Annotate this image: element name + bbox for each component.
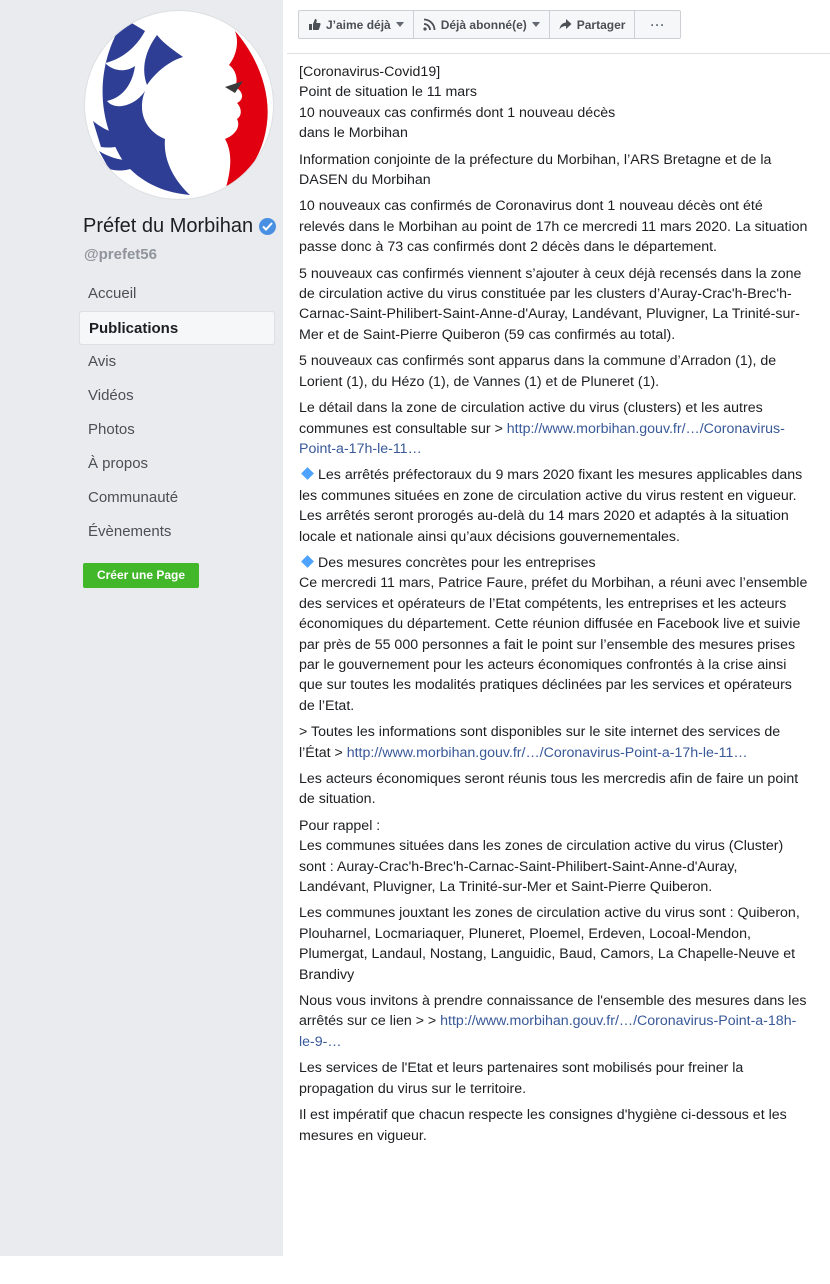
verified-badge-icon [259,218,276,235]
post-paragraph [299,816,809,898]
nav-item-accueil[interactable]: Accueil [88,285,137,302]
post-content [299,62,809,1152]
post-paragraph [299,553,809,716]
post-text: Ce mercredi 11 mars, Patrice Faure, préfet du Morbihan, a réuni avec l’ensemble des services et opérateurs de l’Etat compétents, les entreprises et les acteurs économiques du département. Cette réunion diffusée en Facebook live et suivie par près de 55 000 personnes a fait le point sur l’ensemble des mesures prises par le gouvernement pour les acteurs économiques confrontés à la crise ainsi que sur toutes les modalités pratiques déclinées par les services et opérateurs de l’Etat. [299,575,808,714]
nav-item-publications[interactable]: Publications [79,311,275,345]
left-sidebar [0,0,283,1256]
more-icon: ··· [650,17,666,32]
post-paragraph: Les acteurs économiques seront réunis tous les mercredis afin de faire un point de situation. [299,771,799,808]
post-paragraph [299,62,809,144]
morbihan-link[interactable]: http://www.morbihan.gouv.fr/…/Coronavirus-Point-a-17h-le-11… [346,744,748,761]
chevron-down-icon [396,22,404,27]
subscribe-button[interactable] [413,10,550,39]
chevron-down-icon [532,22,540,27]
morbihan-link[interactable]: http://www.morbihan.gouv.fr/…/Coronavirus-Point-a-17h-le-11… [299,420,785,457]
divider [287,53,830,54]
post-paragraph [299,991,809,1052]
post-paragraph: 10 nouveaux cas confirmés de Coronavirus dont 1 nouveau décès ont été relevés dans le Morbihan au point de 17h ce mercredi 11 mars 2020. La situation passe donc à 73 cas confirmés dont 2 décès dans le département. [299,198,808,256]
morbihan-link[interactable]: http://www.morbihan.gouv.fr/…/Coronavirus-Point-a-18h-le-9-… [299,1013,797,1050]
post-text: Les communes situées dans les zones de circulation active du virus (Cluster) sont : Auray-Crac'h-Brec'h-Carnac-Saint-Philibert-Saint-Anne-d'Auray, Landévant, Pluvigner, La Trinité-sur-Mer et Saint-Pierre Quiberon. [299,838,784,896]
nav-item-evenements[interactable]: Évènements [88,523,172,540]
share-arrow-icon [559,18,572,31]
nav-item-communaute[interactable]: Communauté [88,489,179,506]
post-line: 10 nouveaux cas confirmés dont 1 nouveau décès [299,104,616,121]
page-handle[interactable]: @prefet56 [84,246,157,263]
post-line: Point de situation le 11 mars [299,84,477,101]
post-text: Le détail dans la zone de circulation active du virus (clusters) et les autres communes est consultable sur > [299,400,763,437]
post-text: Nous vous invitons à prendre connaissance de l'ensemble des mesures dans les arrêtés sur ce lien > > [299,993,807,1030]
post-text: Pour rappel : [299,817,381,834]
blue-diamond-icon [301,467,314,480]
page-name-text[interactable]: Préfet du Morbihan [83,215,254,237]
nav-item-avis[interactable]: Avis [88,353,117,370]
rss-icon [423,18,436,31]
page-action-bar [298,10,680,40]
post-paragraph [299,398,809,459]
more-options-button[interactable] [634,10,681,39]
nav-item-a-propos[interactable]: À propos [88,455,149,472]
like-button-label: J’aime déjà [326,17,391,32]
post-paragraph: 5 nouveaux cas confirmés sont apparus dans la commune d’Arradon (1), de Lorient (1), du Hézo (1), de Vannes (1) et de Pluneret (1). [299,353,777,390]
thumbs-up-icon [308,18,321,31]
create-page-button[interactable]: Créer une Page [83,563,199,588]
post-text: Des mesures concrètes pour les entreprises [318,554,596,571]
post-paragraph [299,465,809,547]
page-title[interactable] [83,215,276,238]
post-paragraph [299,722,809,763]
post-text: > Toutes les informations sont disponibles sur le site internet des services de l’État > [299,724,781,761]
share-button[interactable] [549,10,636,39]
post-line: [Coronavirus-Covid19] [299,64,441,80]
post-paragraph: 5 nouveaux cas confirmés viennent s’ajouter à ceux déjà recensés dans la zone de circulation active du virus constituée par les clusters d’Auray-Crac'h-Brec'h-Carnac-Saint-Philibert-Saint-Anne-d'Auray, Landévant, Pluvigner, La Trinité-sur-Mer et de Saint-Pierre Quiberon (59 cas confirmés au total). [299,265,802,343]
post-paragraph: Information conjointe de la préfecture du Morbihan, l’ARS Bretagne et de la DASEN du Morbihan [299,151,772,189]
post-paragraph: Les communes jouxtant les zones de circulation active du virus sont : Quiberon, Plouharnel, Locmariaquer, Pluneret, Ploemel, Erdeven, Locoal-Mendon, Plumergat, Landaul, Nostang, Languidic, Baud, Camors, La Chapelle-Neuve et Brandivy [299,905,800,983]
post-paragraph: Les services de l'Etat et leurs partenaires sont mobilisés pour freiner la propagation du virus sur le territoire. [299,1060,744,1097]
share-button-label: Partager [576,17,626,32]
like-button[interactable] [298,10,414,39]
nav-item-photos[interactable]: Photos [88,421,135,438]
post-paragraph: Il est impératif que chacun respecte les consignes d'hygiène ci-dessous et les mesures en vigueur. [299,1107,787,1144]
subscribe-button-label: Déjà abonné(e) [440,17,527,32]
marianne-logo-icon [85,11,274,200]
page-nav [79,277,275,549]
nav-item-videos[interactable]: Vidéos [88,387,134,404]
page-avatar[interactable] [84,10,274,200]
blue-diamond-icon [301,555,314,568]
post-text: Les arrêtés préfectoraux du 9 mars 2020 fixant les mesures applicables dans les communes situées en zone de circulation active du virus restent en vigueur. Les arrêtés seront prorogés au-delà du 14 mars 2020 et adaptés à la situation locale et nationale ainsi qu’aux décisions gouvernementales. [299,467,803,545]
post-line: dans le Morbihan [299,125,408,142]
